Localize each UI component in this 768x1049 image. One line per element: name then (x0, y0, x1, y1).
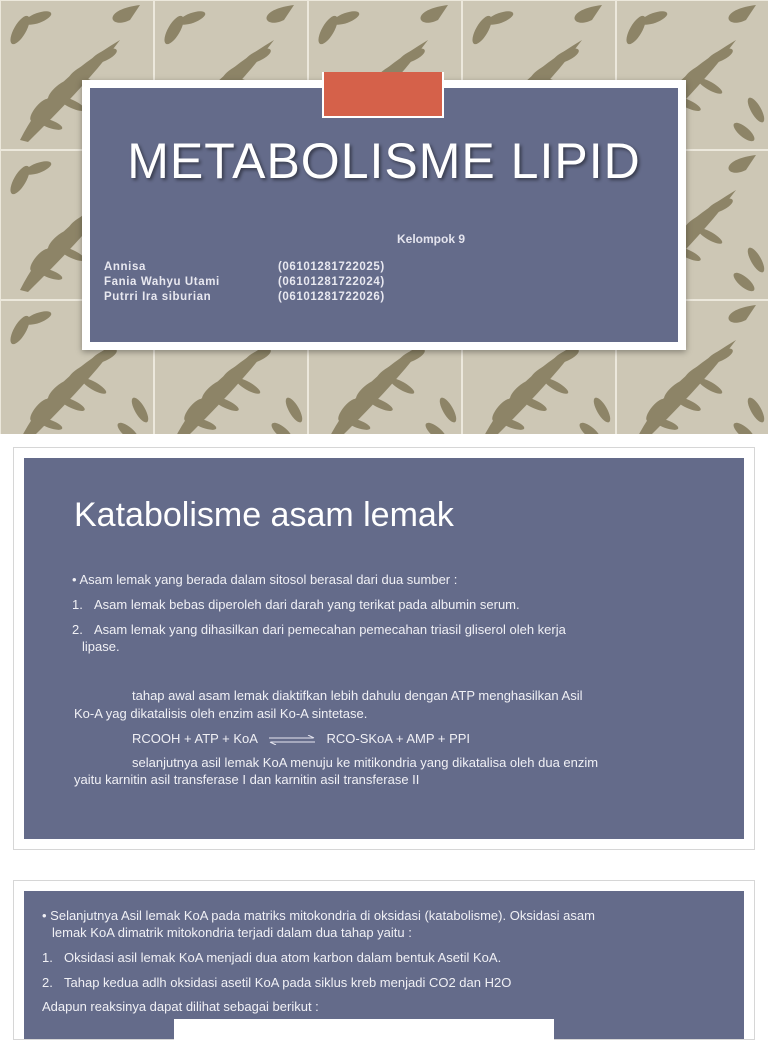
slide-heading: Katabolisme asam lemak (74, 496, 454, 534)
title-card (82, 80, 686, 350)
slide-panel (24, 458, 744, 839)
list-text-continued: lipase. (82, 639, 120, 654)
list-item (42, 974, 511, 991)
member-row (104, 275, 385, 290)
slide-panel (24, 891, 744, 1039)
member-name: Fania Wahyu Utami (104, 276, 220, 288)
list-text: Asam lemak yang dihasilkan dari pemecahan pemecahan triasil gliserol oleh kerja (94, 622, 566, 637)
bullet-text: • Selanjutnya Asil lemak KoA pada matriks mitokondria di oksidasi (katabolisme). Oksidasi asam (42, 908, 595, 923)
paragraph-line: selanjutnya asil lemak KoA menuju ke mitikondria yang dikatalisa oleh dua enzim (132, 755, 599, 770)
slide-katabolisme (13, 447, 755, 850)
title-slide (0, 0, 768, 434)
equilibrium-arrow-icon (267, 735, 317, 745)
member-name: Putrri Ira siburian (104, 291, 212, 303)
member-list (104, 260, 385, 305)
list-number: 2. (42, 975, 53, 990)
reaction-products: RCO-SKoA + AMP + PPI (326, 731, 471, 746)
member-row (104, 290, 385, 305)
list-number: 1. (72, 597, 83, 612)
reaction-reactants: RCOOH + ATP + KoA (132, 731, 258, 746)
list-item (72, 596, 520, 613)
list-text: Oksidasi asil lemak KoA menjadi dua atom karbon dalam bentuk Asetil KoA. (64, 950, 502, 965)
closing-text: Adapun reaksinya dapat dilihat sebagai berikut : (42, 999, 319, 1014)
member-id: (06101281722025) (278, 261, 385, 273)
bullet-text: • Asam lemak yang berada dalam sitosol berasal dari dua sumber : (72, 572, 458, 587)
list-text: Asam lemak bebas diperoleh dari darah yang terikat pada albumin serum. (94, 597, 520, 612)
list-number: 2. (72, 622, 83, 637)
list-text: Tahap kedua adlh oksidasi asetil KoA pada siklus kreb menjadi CO2 dan H2O (64, 975, 512, 990)
paragraph-line: yaitu karnitin asil transferase I dan karnitin asil transferase II (74, 772, 420, 787)
member-id: (06101281722026) (278, 291, 385, 303)
group-label: Kelompok 9 (396, 232, 465, 246)
list-item (42, 949, 501, 966)
reaction-equation (132, 730, 470, 747)
slide-oksidasi (13, 880, 755, 1040)
accent-tab (322, 72, 444, 118)
paragraph-line: tahap awal asam lemak diaktifkan lebih dahulu dengan ATP menghasilkan Asil (132, 688, 583, 703)
member-id: (06101281722024) (278, 276, 385, 288)
paragraph-line: Ko-A yag dikatalisis oleh enzim asil Ko-A sintetase. (74, 706, 368, 721)
list-item (72, 621, 566, 638)
presentation-title: METABOLISME LIPID (127, 133, 641, 189)
bullet-text-continued: lemak KoA dimatrik mitokondria terjadi dalam dua tahap yaitu : (52, 925, 412, 940)
list-number: 1. (42, 950, 53, 965)
member-row (104, 260, 385, 275)
title-card-panel (90, 88, 678, 342)
member-name: Annisa (104, 261, 146, 273)
